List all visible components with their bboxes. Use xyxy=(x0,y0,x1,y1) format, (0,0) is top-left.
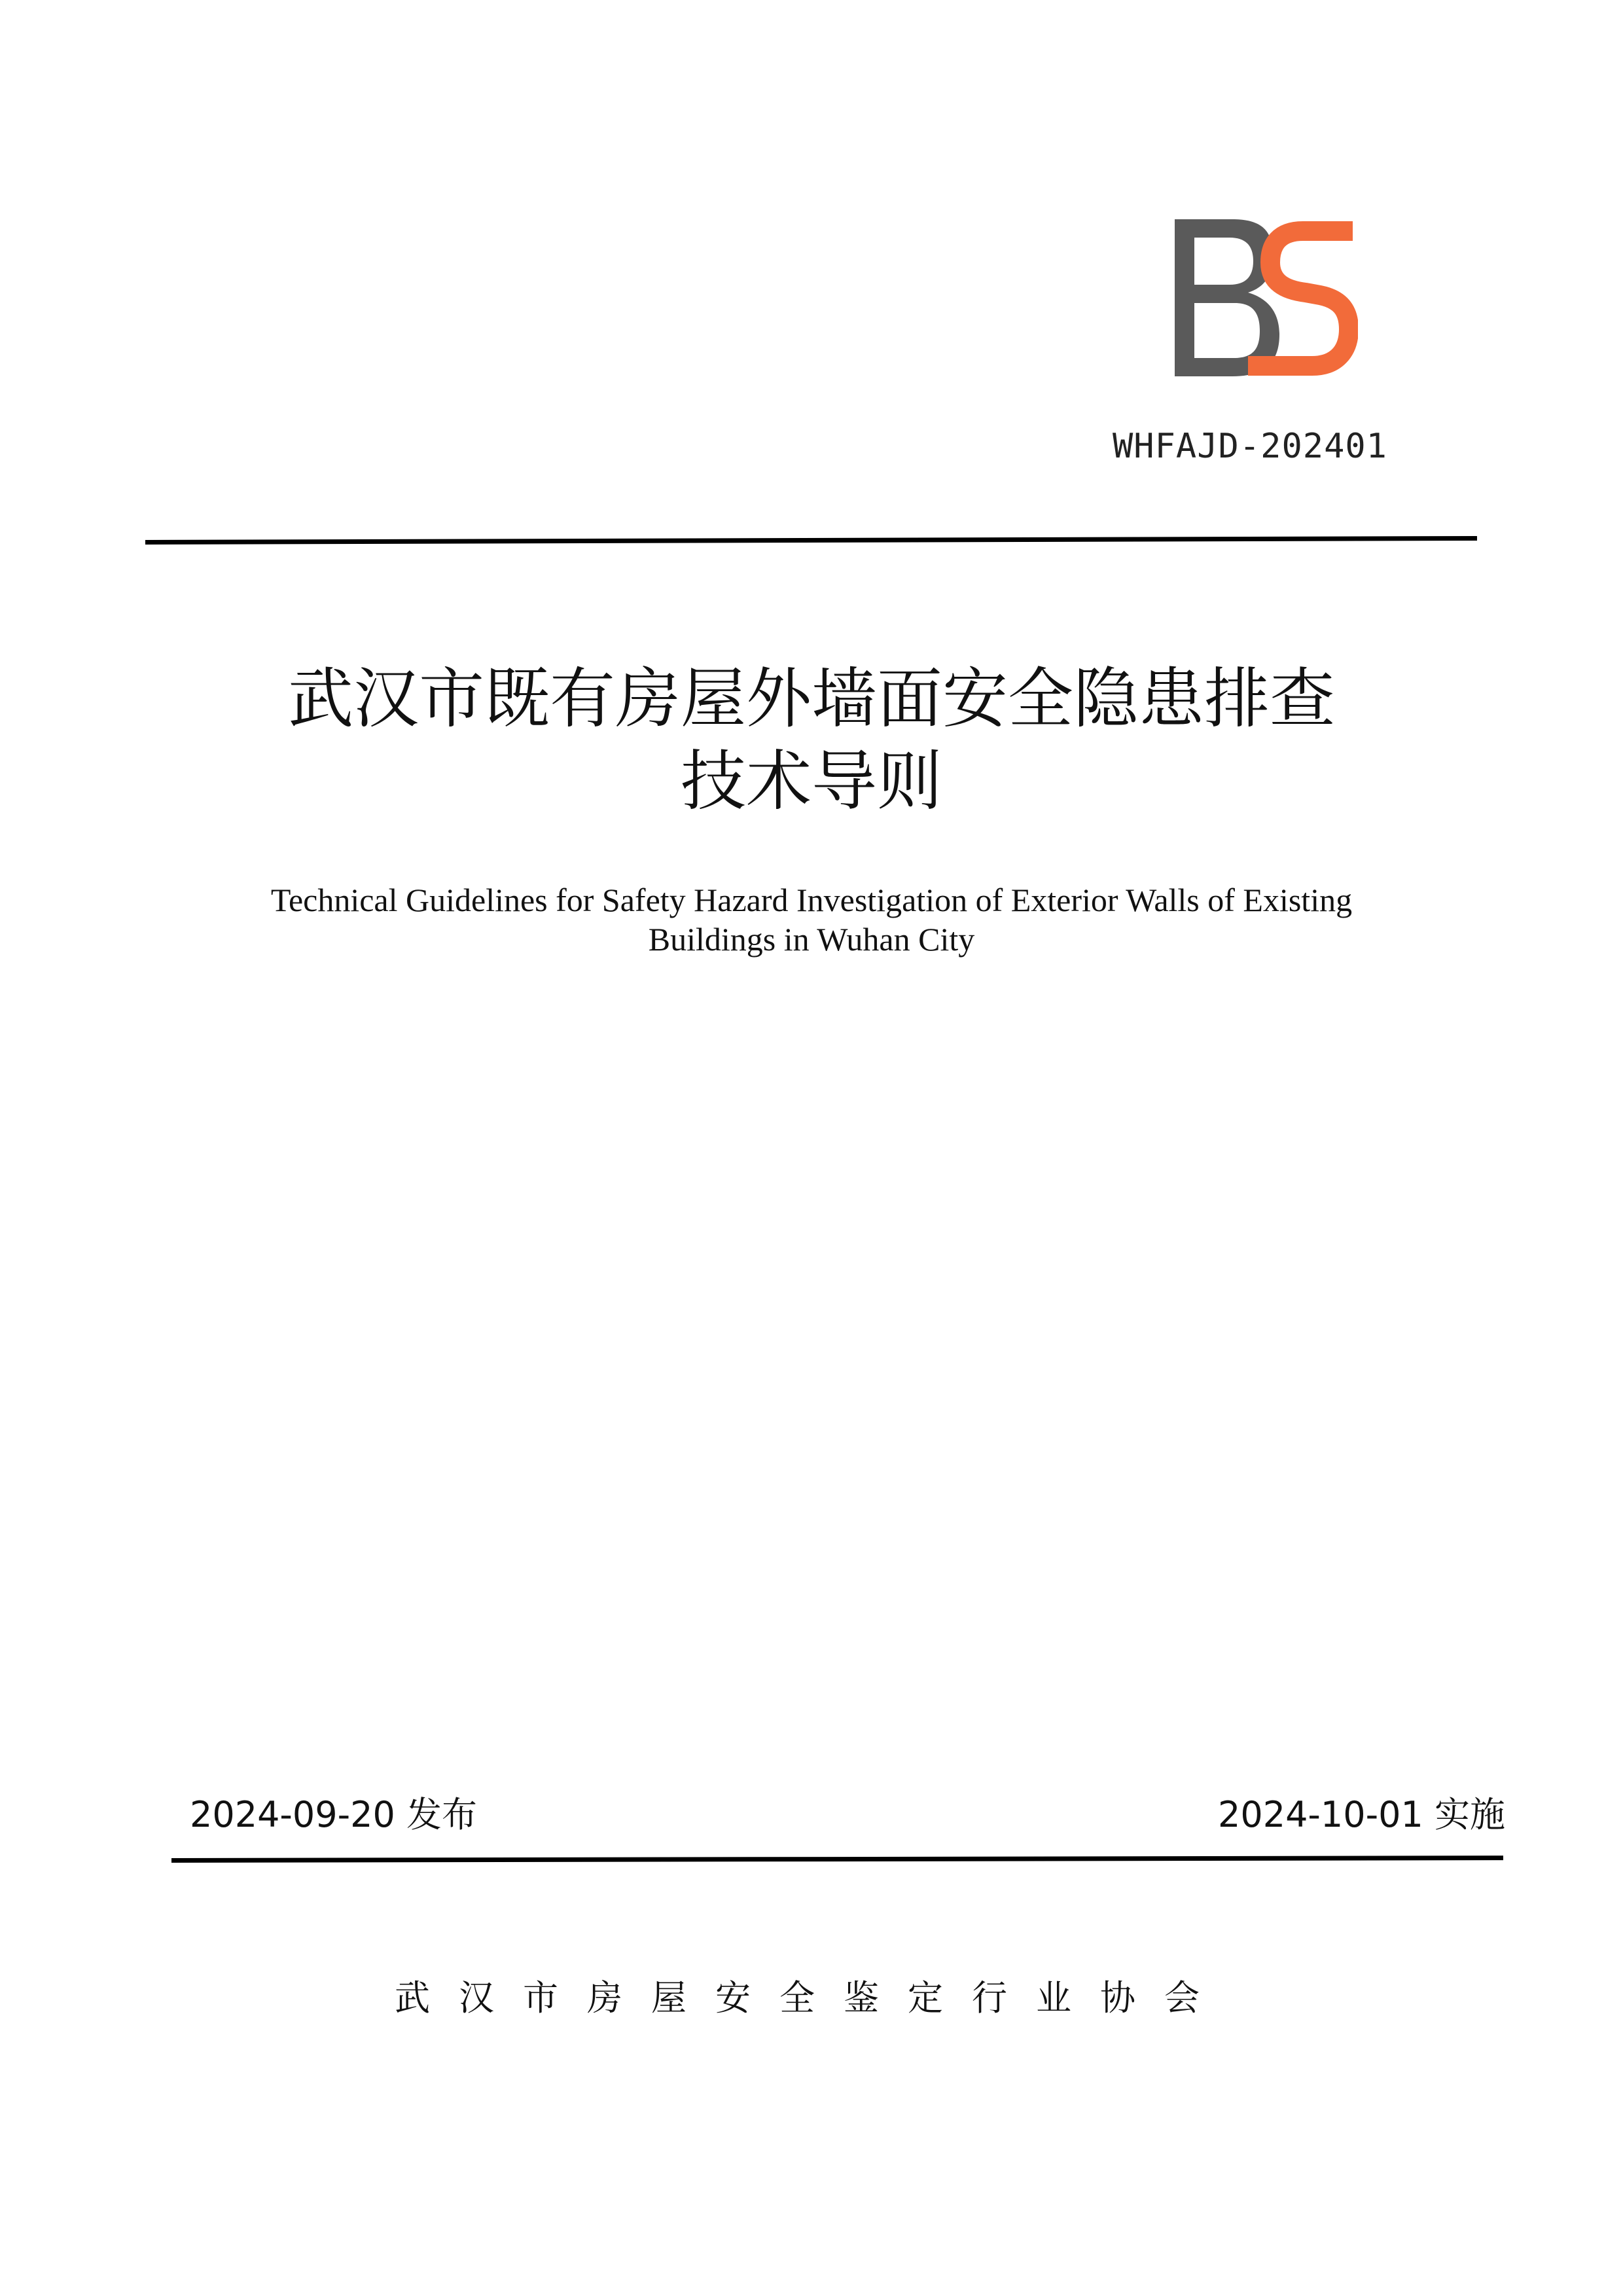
title-chinese-line-1: 武汉市既有房屋外墙面安全隐患排查 xyxy=(288,660,1335,737)
title-english xyxy=(157,880,1466,959)
publish-date: 2024-09-20 发布 xyxy=(190,1794,477,1835)
logo-letter-b xyxy=(1175,219,1279,376)
title-chinese xyxy=(157,658,1466,823)
bottom-divider xyxy=(171,1856,1503,1863)
implementation-date: 2024-10-01 实施 xyxy=(1218,1794,1505,1835)
title-english-line-2: Buildings in Wuhan City xyxy=(648,921,975,958)
title-chinese-line-2: 技术导则 xyxy=(681,743,942,819)
publisher-name: 武汉市房屋安全鉴定行业协会 xyxy=(395,1977,1228,2018)
bs-logo xyxy=(1175,219,1358,383)
title-english-line-1: Technical Guidelines for Safety Hazard Investigation of Exterior Walls of Existing xyxy=(270,882,1353,918)
top-divider xyxy=(145,536,1477,545)
document-code: WHFAJD-202401 xyxy=(1113,427,1387,466)
